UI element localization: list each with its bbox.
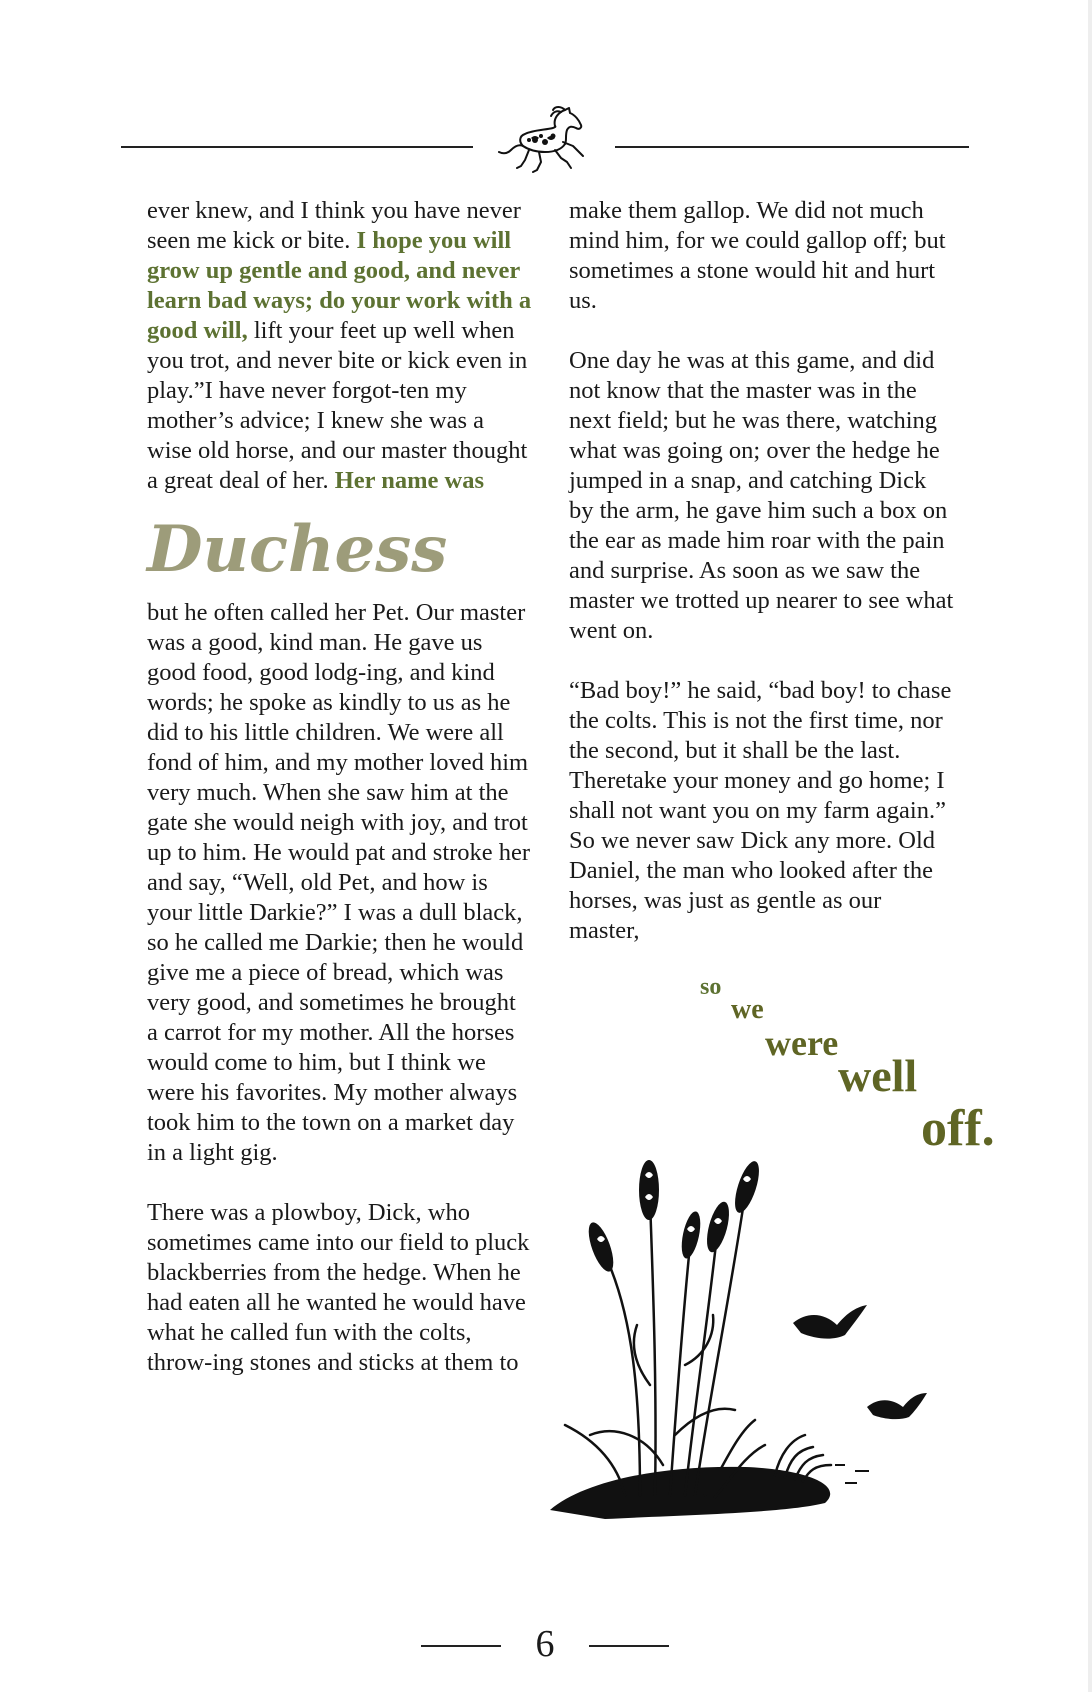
header-rule-right (615, 146, 969, 148)
page-edge (1088, 0, 1092, 1692)
right-paragraph-2: One day he was at this game, and did not know that the master was in the next field; but he was there, watching what was going on; over the hedge he jumped in a snap, and catching Dick by the arm, he gave him such a box on the ear as made him roar with the pain and surprise. As soon as we saw the master we trotted up nearer to see what went on. (569, 347, 954, 644)
page-number: 6 (535, 1623, 555, 1665)
right-paragraph-1: make them gallop. We did not much mind him, for we could gallop off; but sometimes a stone would hit and hurt us. (569, 197, 946, 314)
right-paragraph-3: “Bad boy!” he said, “bad boy! to chase the colts. This is not the first time, nor the second, but it shall be the last. Theretake your money and go home; I shall not want you on my farm again.” So we never saw Dick any more. Old Daniel, the man who looked after the horses, was just as gentle as our master, (569, 677, 952, 944)
horse-icon (495, 106, 595, 178)
right-column (569, 196, 954, 946)
header-rule-left (121, 146, 473, 148)
horse-name-display: Duchess (147, 512, 448, 587)
stair-word-we: we (731, 994, 764, 1025)
text-run: lift your feet up well when you trot, and never bite or kick even in play.”I have never forgot-ten my mother’s advice; I knew she was a wise old horse, and our master thought a great deal of her. (147, 317, 528, 494)
left-column (147, 196, 532, 1378)
footer-rule-left (421, 1645, 501, 1647)
stair-word-off: off. (921, 1100, 995, 1157)
stair-word-were: were (765, 1023, 839, 1063)
highlight-text: I hope you will grow up gentle and good, and never learn bad ways; do your work with a good will, (147, 227, 532, 344)
text-run: ever knew, and I think you have never seen me kick or bite. (147, 197, 521, 254)
left-paragraph-1 (147, 196, 532, 496)
highlight-text: Her name was (334, 467, 484, 494)
left-paragraph-2: but he often called her Pet. Our master was a good, kind man. He gave us good food, good lodg-ing, and kind words; he spoke as kindly to us as he did to his little children. We were all fond of him, and my mother loved him very much. When she saw him at the gate she would neigh with joy, and trot up to him. He would pat and stroke her and say, “Well, old Pet, and how is your little Darkie?” I was a dull black, so he called me Darkie; then he would give me a piece of bread, which was very good, and sometimes he brought a carrot for my mother. All the horses would come to him, but I think we were his favorites. My mother always took him to the town on a market day in a light gig. (147, 599, 531, 1166)
left-paragraph-3: There was a plowboy, Dick, who sometimes came into our field to pluck blackberries from the hedge. When he had eaten all he wanted he would have what he called fun with the colts, throw-ing stones and sticks at them to (147, 1199, 530, 1376)
stair-word-well: well (838, 1050, 918, 1101)
cattails-and-birds-icon (545, 1135, 945, 1530)
stair-word-so: so (700, 974, 722, 1000)
footer-rule-right (589, 1645, 669, 1647)
